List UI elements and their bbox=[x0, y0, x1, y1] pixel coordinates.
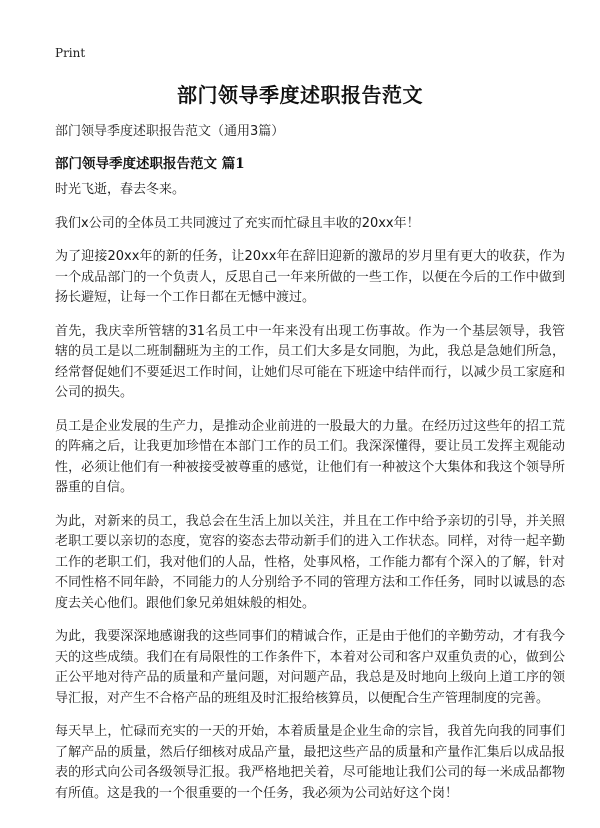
paragraph-7: 为此，我要深深地感谢我的这些同事们的精诚合作，正是由于他们的辛勤劳动，才有我今天的这些成绩。我们在有局限性的工作条件下，本着对公司和客户双重负责的心，做到公正公平地对待产品的质量和产量问题，对问题产品，我总是及时地向上级向上道工序的领导汇报，对产生不合格产品的班组及时汇报给核算员，以便配合生产管理制度的完善。 bbox=[55, 629, 565, 706]
section-heading: 部门领导季度述职报告范文 篇1 bbox=[55, 156, 245, 172]
paragraph-8: 每天早上，忙碌而充实的一天的开始，本着质量是企业生命的宗旨，我首先向我的同事们了解产品的质量，然后仔细核对成品产量，最把这些产品的质量和产量作汇集后以成品报表的形式向公司各级领导汇报。我严格地把关着，尽可能地让我们公司的每一米成品都物有所值。这是我的一个很重要的一个任务，我必须为公司站好这个岗！ bbox=[55, 724, 565, 801]
document-subtitle: 部门领导季度述职报告范文（通用3篇） bbox=[55, 124, 285, 139]
print-label: Print bbox=[55, 46, 86, 60]
paragraph-1: 时光飞逝，春去冬来。 bbox=[55, 182, 186, 197]
paragraph-2: 我们x公司的全体员工共同渡过了充实而忙碌且丰收的20xx年！ bbox=[55, 215, 420, 231]
paragraph-4: 首先，我庆幸所管辖的31名员工中一年来没有出现工伤事故。作为一个基层领导，我管辖的员工是以二班制翻班为主的工作，员工们大多是女同胞，为此，我总是急她们所急，经常督促她们不要延迟工作时间，让她们尽可能在下班途中结伴而行，以减少员工家庭和公司的损失。 bbox=[55, 323, 565, 400]
document-body bbox=[55, 180, 565, 817]
paragraph-5: 员工是企业发展的生产力，是推动企业前进的一股最大的力量。在经历过这些年的招工荒的阵痛之后，让我更加珍惜在本部门工作的员工们。我深深懂得，要让员工发挥主观能动性，必须让他们有一种被接受被尊重的感觉，让他们有一种被这个大集体和我这个领导所器重的自信。 bbox=[55, 418, 565, 495]
paragraph-3: 为了迎接20xx年的新的任务，让20xx年在辞旧迎新的激昂的岁月里有更大的收获，作为一个成品部门的一个负责人，反思自己一年来所做的一些工作，以便在今后的工作中做到扬长避短，让每一个工作日都在无憾中渡过。 bbox=[55, 249, 565, 305]
paragraph-6: 为此，对新来的员工，我总会在生活上加以关注，并且在工作中给予亲切的引导，并关照老职工要以亲切的态度，宽容的姿态去带动新手们的进入工作状态。同样，对待一起辛勤工作的老职工们，我对他们的人品，性格，处事风格，工作能力都有个深入的了解，针对不同性格不同年龄，不同能力的人分别给予不同的管理方法和工作任务，同时以诚恳的态度去关心他们。跟他们象兄弟姐妹般的相处。 bbox=[55, 513, 565, 611]
document-title: 部门领导季度述职报告范文 bbox=[177, 83, 423, 107]
